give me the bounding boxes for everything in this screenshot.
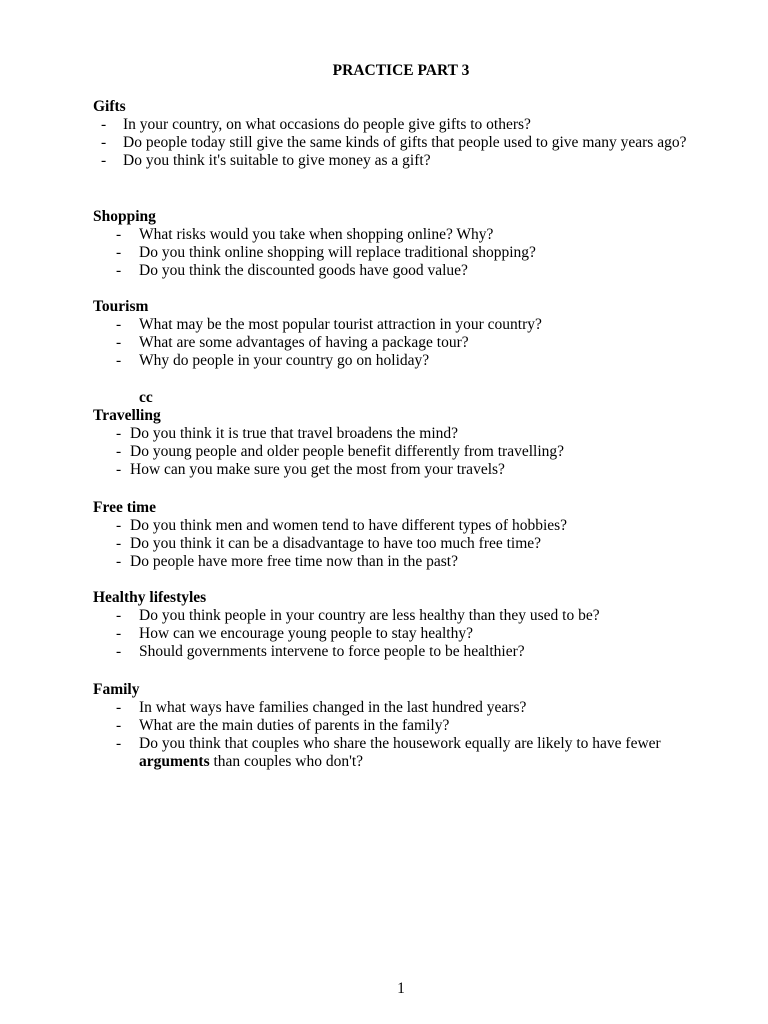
list-item bbox=[93, 625, 713, 643]
question-list bbox=[93, 699, 713, 771]
list-item bbox=[93, 553, 713, 571]
question-text: Do you think online shopping will replace traditional shopping? bbox=[139, 244, 536, 261]
question-list bbox=[93, 116, 713, 170]
section-tourism bbox=[93, 298, 713, 370]
section-heading: Shopping bbox=[93, 208, 156, 225]
list-item bbox=[93, 134, 713, 152]
list-item bbox=[93, 262, 713, 280]
list-item bbox=[93, 461, 713, 479]
question-text: Do you think people in your country are less healthy than they used to be? bbox=[139, 607, 600, 624]
bullet-dash: - bbox=[116, 517, 122, 534]
question-text: What are the main duties of parents in the family? bbox=[139, 717, 450, 734]
question-list bbox=[93, 316, 713, 370]
bullet-dash: - bbox=[116, 553, 122, 570]
question-list bbox=[93, 517, 713, 571]
bullet-dash: - bbox=[101, 152, 107, 169]
question-text: Do people today still give the same kinds of gifts that people used to give many years ago? bbox=[123, 134, 687, 151]
question-text: What are some advantages of having a package tour? bbox=[139, 334, 469, 351]
bullet-dash: - bbox=[116, 316, 122, 333]
list-item bbox=[93, 699, 713, 717]
question-text: How can we encourage young people to stay healthy? bbox=[139, 625, 473, 642]
section-heading: Gifts bbox=[93, 98, 126, 115]
bullet-dash: - bbox=[116, 535, 122, 552]
section-heading: Healthy lifestyles bbox=[93, 589, 207, 606]
bullet-dash: - bbox=[116, 461, 122, 478]
question-text: Do young people and older people benefit differently from travelling? bbox=[130, 443, 564, 460]
question-list bbox=[93, 226, 713, 280]
section-healthy-lifestyles bbox=[93, 589, 713, 661]
question-text: Do you think it is true that travel broadens the mind? bbox=[130, 425, 459, 442]
bullet-dash: - bbox=[101, 134, 107, 151]
section-heading: Free time bbox=[93, 499, 156, 516]
section-heading: Tourism bbox=[93, 298, 149, 315]
question-text: What risks would you take when shopping online? Why? bbox=[139, 226, 494, 243]
question-list bbox=[93, 425, 713, 479]
bullet-dash: - bbox=[116, 717, 122, 734]
section-gifts bbox=[93, 98, 713, 170]
cc-note: cc bbox=[139, 389, 153, 406]
question-text: What may be the most popular tourist attraction in your country? bbox=[139, 316, 542, 333]
bullet-dash: - bbox=[116, 443, 122, 460]
question-text: Do you think that couples who share the housework equally are likely to have fewer bbox=[139, 735, 661, 752]
list-item bbox=[93, 334, 713, 352]
question-text: Do you think men and women tend to have different types of hobbies? bbox=[130, 517, 568, 534]
list-item bbox=[93, 607, 713, 625]
bullet-dash: - bbox=[116, 226, 122, 243]
bullet-dash: - bbox=[116, 425, 122, 442]
question-text: Do you think it's suitable to give money as a gift? bbox=[123, 152, 431, 169]
bullet-dash: - bbox=[116, 334, 122, 351]
list-item bbox=[93, 443, 713, 461]
question-text: In your country, on what occasions do people give gifts to others? bbox=[123, 116, 531, 133]
question-text: Why do people in your country go on holiday? bbox=[139, 352, 430, 369]
list-item bbox=[93, 152, 713, 170]
question-text: Do you think it can be a disadvantage to have too much free time? bbox=[130, 535, 542, 552]
list-item bbox=[93, 735, 713, 771]
section-travelling bbox=[93, 407, 713, 479]
bullet-dash: - bbox=[116, 625, 122, 642]
bullet-dash: - bbox=[101, 116, 107, 133]
page-number: 1 bbox=[397, 980, 405, 997]
list-item bbox=[93, 226, 713, 244]
list-item bbox=[93, 316, 713, 334]
bullet-dash: - bbox=[116, 607, 122, 624]
list-item bbox=[93, 535, 713, 553]
question-text: In what ways have families changed in the last hundred years? bbox=[139, 699, 527, 716]
bullet-dash: - bbox=[116, 699, 122, 716]
section-heading: Family bbox=[93, 681, 140, 698]
list-item bbox=[93, 116, 713, 134]
bullet-dash: - bbox=[116, 244, 122, 261]
bullet-dash: - bbox=[116, 262, 122, 279]
emphasized-word: arguments bbox=[139, 753, 210, 770]
section-shopping bbox=[93, 208, 713, 280]
list-item bbox=[93, 352, 713, 370]
section-free-time bbox=[93, 499, 713, 571]
question-text: How can you make sure you get the most from your travels? bbox=[130, 461, 505, 478]
list-item bbox=[93, 643, 713, 661]
bullet-dash: - bbox=[116, 643, 122, 660]
bullet-dash: - bbox=[116, 735, 122, 752]
page-title: PRACTICE PART 3 bbox=[332, 62, 470, 79]
list-item bbox=[93, 244, 713, 262]
section-family bbox=[93, 681, 713, 771]
question-list bbox=[93, 607, 713, 661]
list-item bbox=[93, 517, 713, 535]
question-text: Do people have more free time now than in the past? bbox=[130, 553, 458, 570]
list-item bbox=[93, 717, 713, 735]
list-item bbox=[93, 425, 713, 443]
section-heading: Travelling bbox=[93, 407, 161, 424]
question-text: Do you think the discounted goods have good value? bbox=[139, 262, 468, 279]
question-text: than couples who don't? bbox=[209, 753, 364, 770]
bullet-dash: - bbox=[116, 352, 122, 369]
question-text: Should governments intervene to force people to be healthier? bbox=[139, 643, 525, 660]
